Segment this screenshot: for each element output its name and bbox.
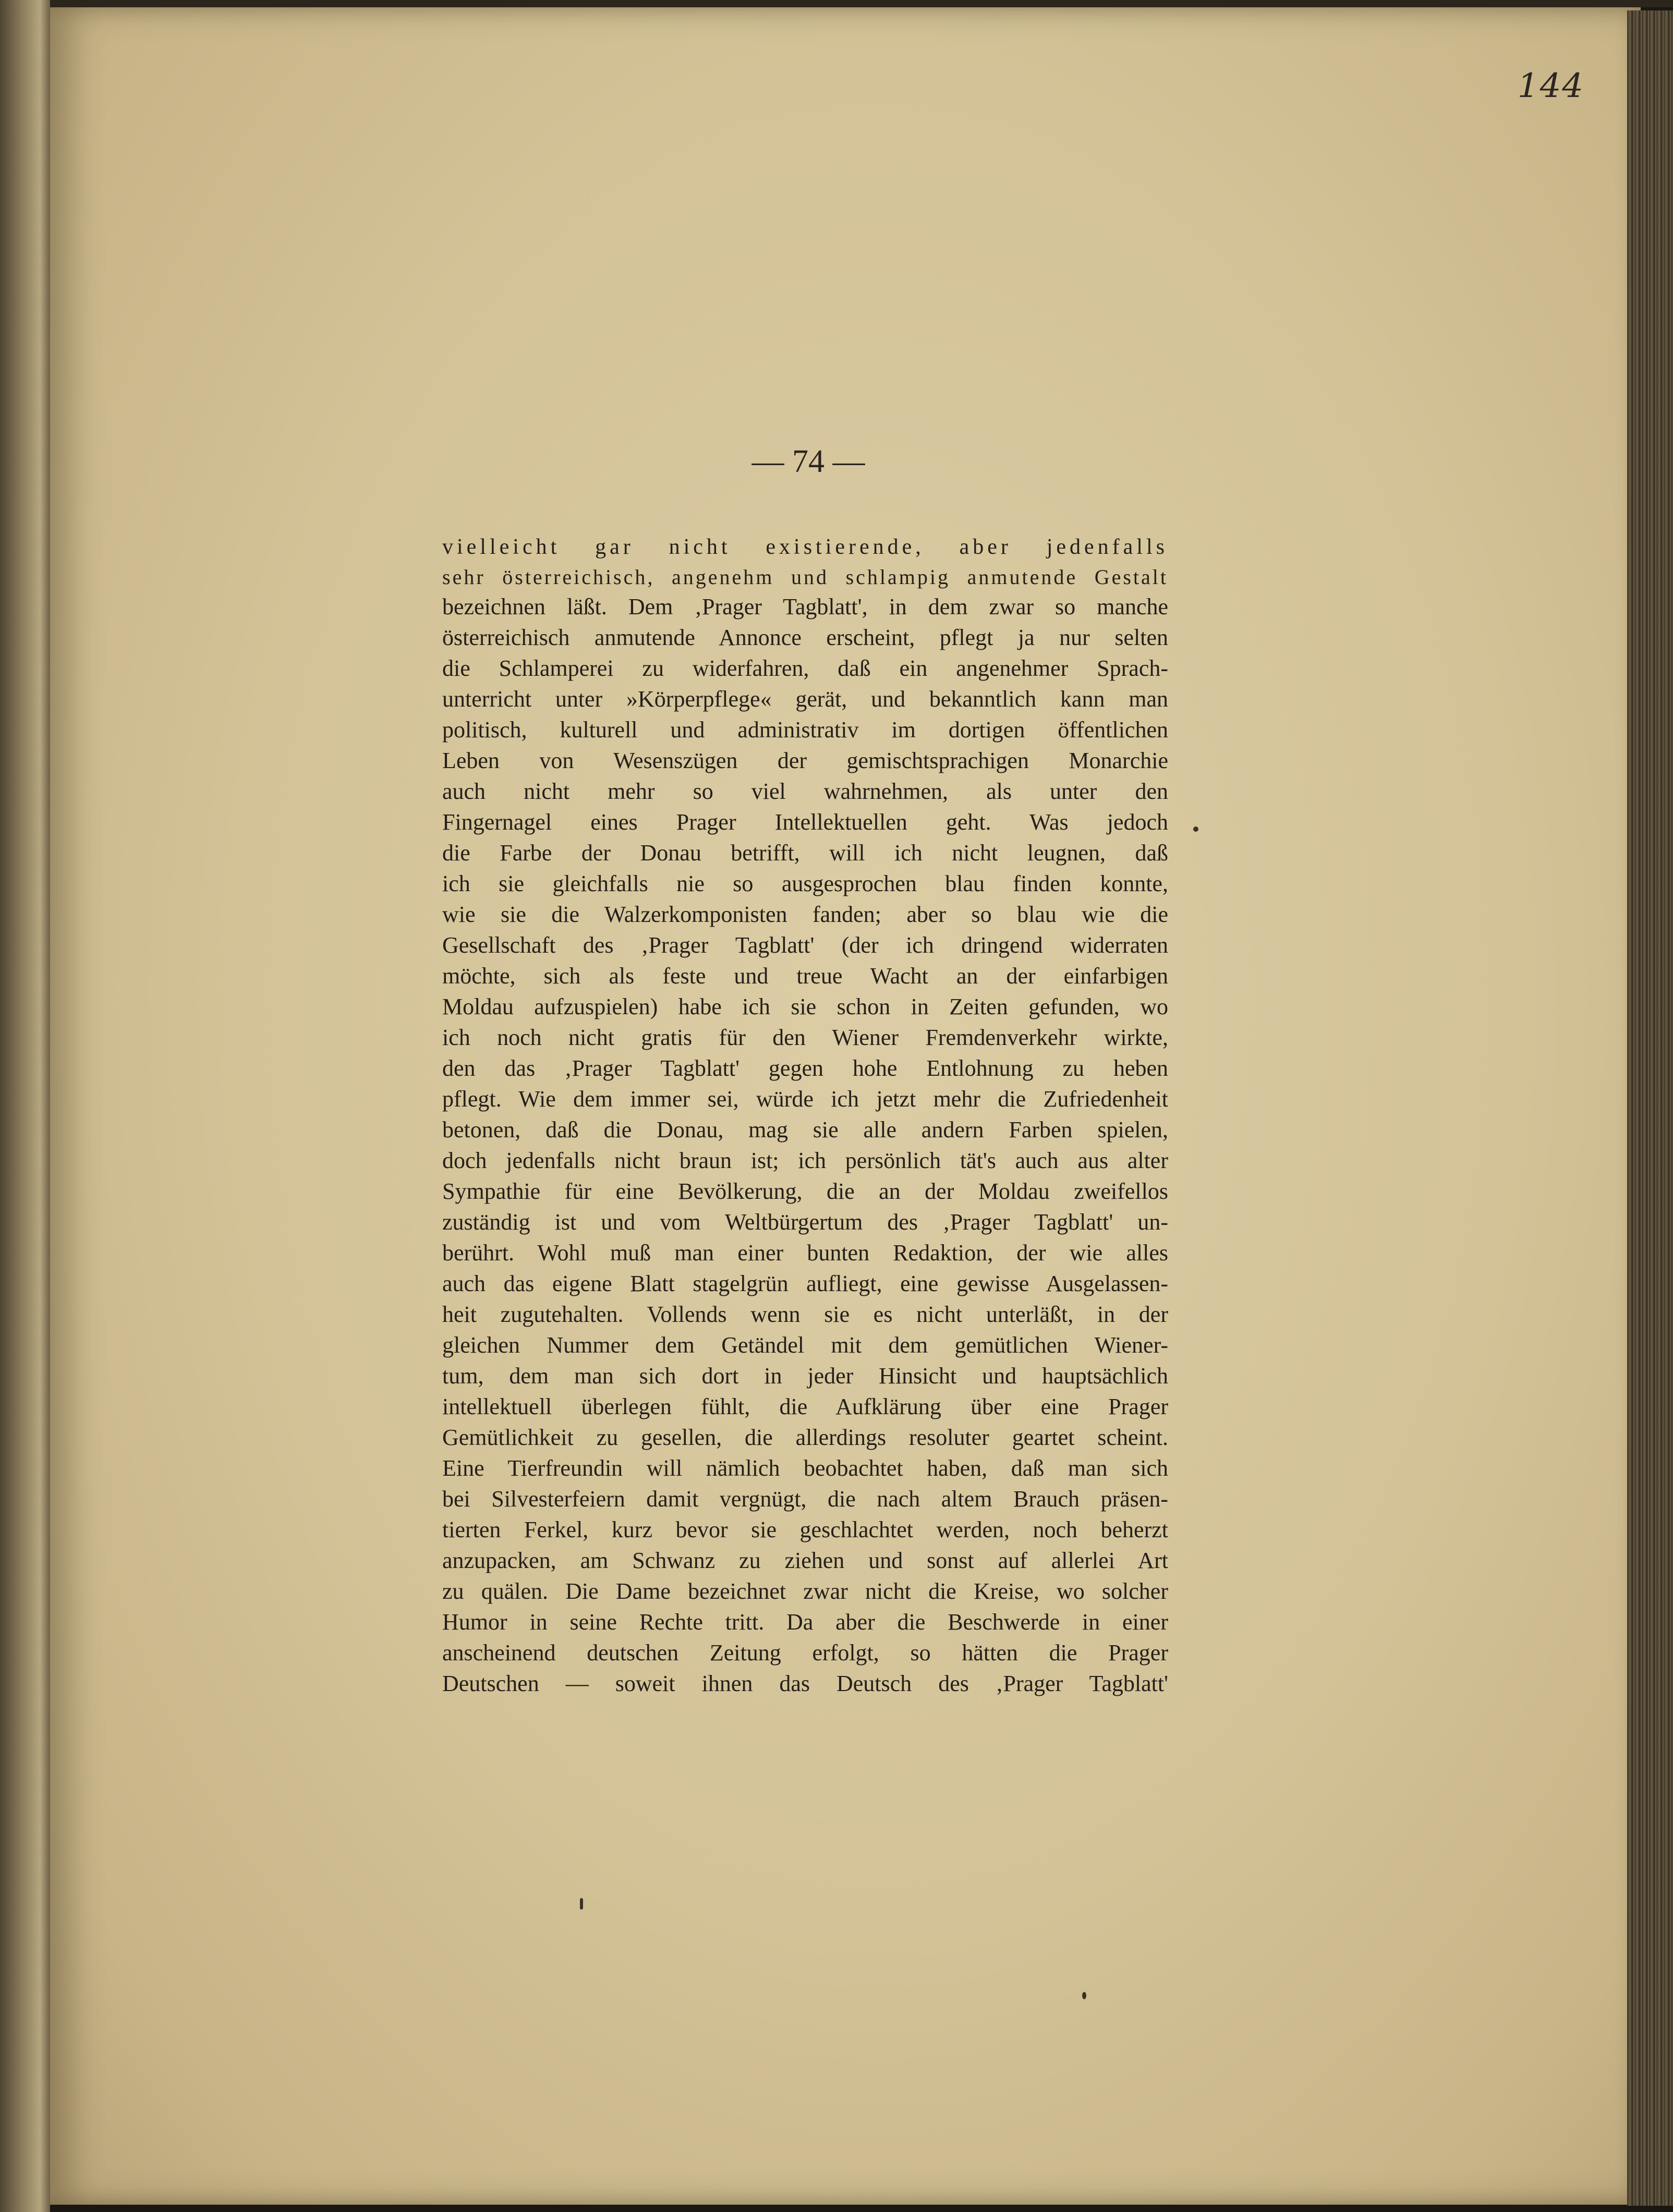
text-line: wie sie die Walzerkomponisten fanden; aber so blau wie die bbox=[442, 902, 1168, 927]
text-line: Moldau aufzuspielen) habe ich sie schon in Zeiten gefunden, wo bbox=[442, 994, 1168, 1019]
text-line: berührt. Wohl muß man einer bunten Redaktion, der wie alles bbox=[442, 1240, 1168, 1266]
text-line: auch nicht mehr so viel wahrnehmen, als unter den bbox=[442, 779, 1168, 804]
text-line: doch jedenfalls nicht braun ist; ich persönlich tät's auch aus alter bbox=[442, 1148, 1168, 1173]
text-line: zu quälen. Die Dame bezeichnet zwar nicht die Kreise, wo solcher bbox=[442, 1578, 1168, 1604]
body-text bbox=[442, 532, 1168, 1699]
text-line: betonen, daß die Donau, mag sie alle andern Farben spielen, bbox=[442, 1117, 1168, 1143]
text-line: Leben von Wesenszügen der gemischtsprachigen Monarchie bbox=[442, 748, 1168, 773]
text-line: Sympathie für eine Bevölkerung, die an der Moldau zweifellos bbox=[442, 1178, 1168, 1204]
text-line: gleichen Nummer dem Getändel mit dem gemütlichen Wiener- bbox=[442, 1332, 1168, 1358]
text-line: heit zugutehalten. Vollends wenn sie es nicht unterläßt, in der bbox=[442, 1302, 1168, 1327]
text-line: die Farbe der Donau betrifft, will ich nicht leugnen, daß bbox=[442, 840, 1168, 866]
text-line: tum, dem man sich dort in jeder Hinsicht und hauptsächlich bbox=[442, 1363, 1168, 1389]
text-line: anscheinend deutschen Zeitung erfolgt, so hätten die Prager bbox=[442, 1640, 1168, 1666]
handwritten-folio: 144 bbox=[1517, 67, 1584, 105]
text-line: intellektuell überlegen fühlt, die Aufklärung über eine Prager bbox=[442, 1394, 1168, 1419]
text-line: Eine Tierfreundin will nämlich beobachtet haben, daß man sich bbox=[442, 1455, 1168, 1481]
page-number: — 74 — bbox=[751, 444, 865, 479]
text-line: den das ‚Prager Tagblatt' gegen hohe Entlohnung zu heben bbox=[442, 1055, 1168, 1081]
text-line: pflegt. Wie dem immer sei, würde ich jetzt mehr die Zufriedenheit bbox=[442, 1086, 1168, 1112]
paper-speck bbox=[1082, 1992, 1086, 1999]
text-line: sehr österreichisch, angenehm und schlampig anmutende Gestalt bbox=[442, 565, 1168, 589]
text-line: unterricht unter »Körperpflege« gerät, und bekanntlich kann man bbox=[442, 686, 1168, 712]
text-line: Deutschen — soweit ihnen das Deutsch des ‚Prager Tagblatt' bbox=[442, 1671, 1168, 1696]
scan-border bbox=[50, 0, 1673, 7]
paper-speck bbox=[1193, 827, 1198, 832]
text-line: Fingernagel eines Prager Intellektuellen geht. Was jedoch bbox=[442, 809, 1168, 835]
text-line: österreichisch anmutende Annonce erscheint, pflegt ja nur selten bbox=[442, 625, 1168, 650]
text-line: zuständig ist und vom Weltbürgertum des ‚Prager Tagblatt' un- bbox=[442, 1209, 1168, 1235]
text-line: bei Silvesterfeiern damit vergnügt, die nach altem Brauch präsen- bbox=[442, 1486, 1168, 1512]
text-line: politisch, kulturell und administrativ im dortigen öffentlichen bbox=[442, 717, 1168, 743]
text-line: Humor in seine Rechte tritt. Da aber die Beschwerde in einer bbox=[442, 1609, 1168, 1635]
paper-speck bbox=[580, 1898, 583, 1910]
text-line: die Schlamperei zu widerfahren, daß ein angenehmer Sprach- bbox=[442, 655, 1168, 681]
previous-page-edge bbox=[0, 0, 50, 2212]
text-line: möchte, sich als feste und treue Wacht an der einfarbigen bbox=[442, 963, 1168, 989]
text-line: Gemütlichkeit zu gesellen, die allerdings resoluter geartet scheint. bbox=[442, 1425, 1168, 1450]
text-line: auch das eigene Blatt stagelgrün aufliegt, eine gewisse Ausgelassen- bbox=[442, 1271, 1168, 1296]
text-line: anzupacken, am Schwanz zu ziehen und sonst auf allerlei Art bbox=[442, 1548, 1168, 1573]
text-line: ich sie gleichfalls nie so ausgesprochen blau finden konnte, bbox=[442, 871, 1168, 896]
text-line: bezeichnen läßt. Dem ‚Prager Tagblatt', in dem zwar so manche bbox=[442, 594, 1168, 619]
text-line: vielleicht gar nicht existierende, aber jedenfalls bbox=[442, 535, 1168, 559]
text-line: Gesellschaft des ‚Prager Tagblatt' (der ich dringend widerraten bbox=[442, 932, 1168, 958]
page-stack-edge bbox=[1627, 10, 1673, 2206]
text-line: ich noch nicht gratis für den Wiener Fremdenverkehr wirkte, bbox=[442, 1025, 1168, 1050]
text-line: tierten Ferkel, kurz bevor sie geschlachtet werden, noch beherzt bbox=[442, 1517, 1168, 1542]
